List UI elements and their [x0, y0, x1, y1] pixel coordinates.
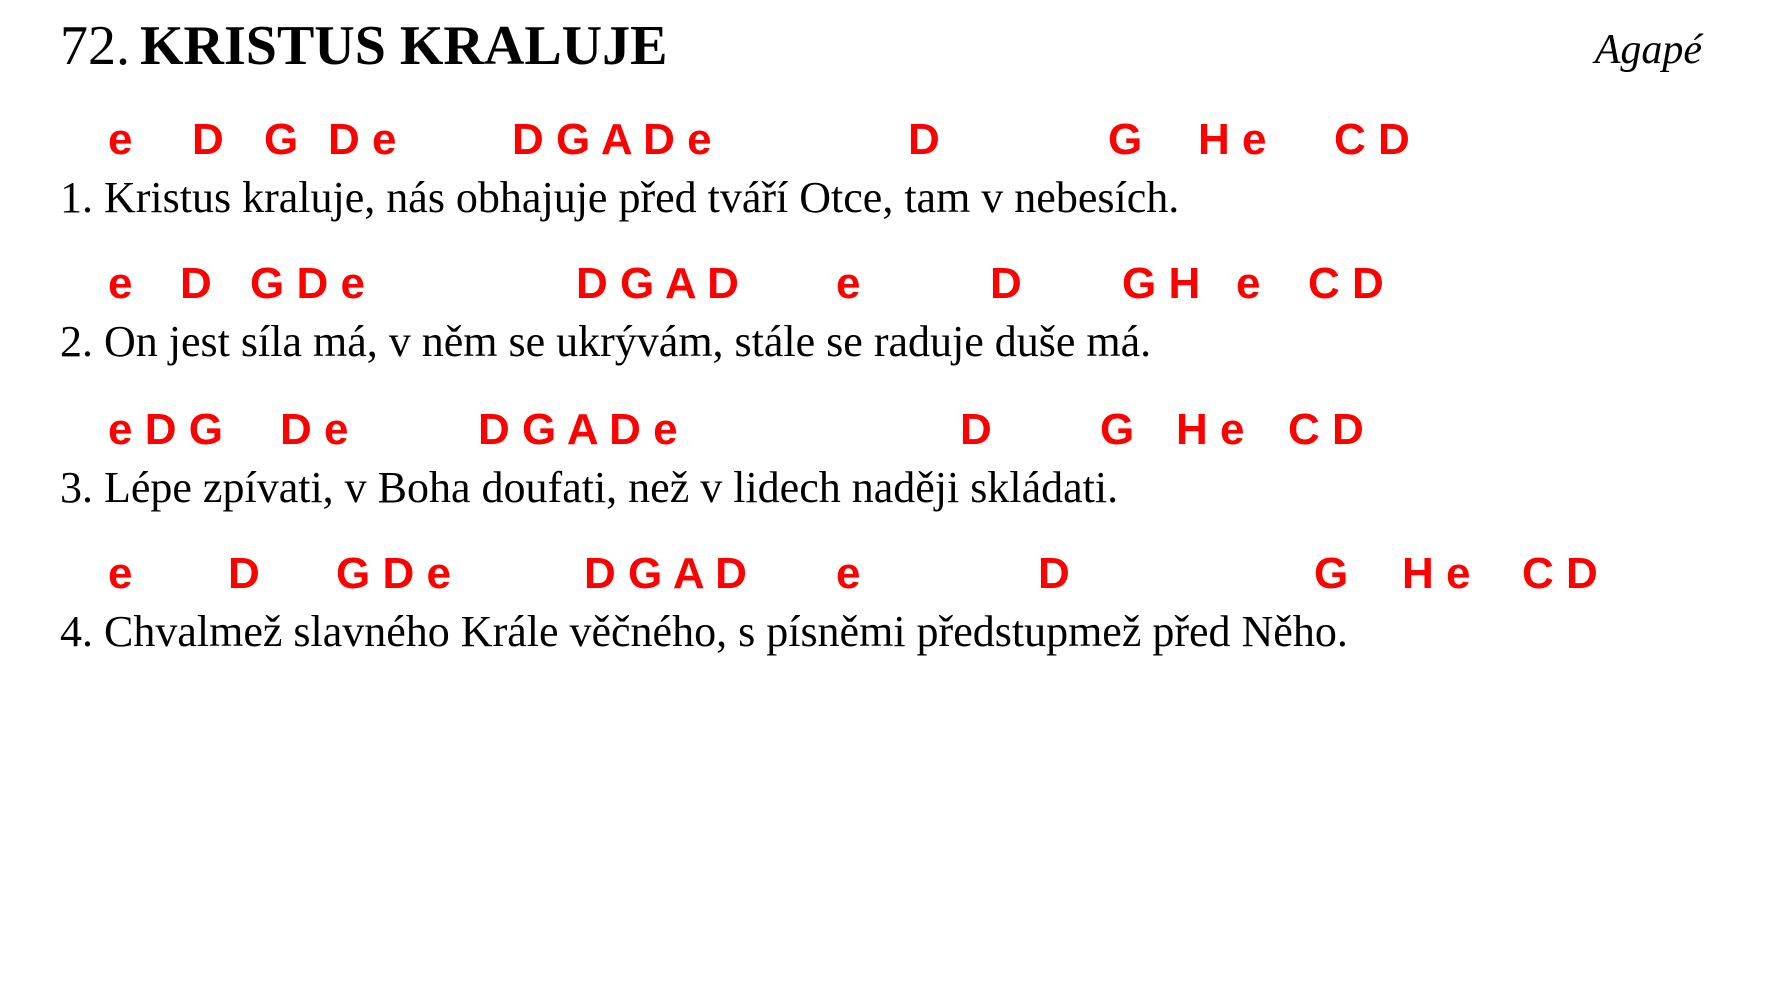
chord: C D	[1522, 549, 1598, 598]
chord: e	[836, 549, 861, 598]
chord: D G A D e	[512, 115, 712, 164]
chord: D	[960, 405, 992, 454]
chord: D G A D	[576, 259, 739, 308]
chord: e	[836, 259, 861, 308]
song-title: KRISTUS KRALUJE	[140, 15, 668, 77]
chord: D	[228, 549, 260, 598]
chord: G	[1100, 405, 1135, 454]
song-author: Agapé	[1594, 27, 1702, 73]
chord: D e	[328, 115, 397, 164]
verse-lyric: 4. Chvalmež slavného Krále věčného, s písněmi předstupmež před Něho.	[60, 607, 1348, 656]
verse-lyric: 1. Kristus kraluje, nás obhajuje před tváří Otce, tam v nebesích.	[60, 173, 1180, 222]
chord: C D	[1288, 405, 1364, 454]
chord: D	[990, 259, 1022, 308]
chord: G	[1108, 115, 1143, 164]
chord: G	[264, 115, 299, 164]
chord: D	[1038, 549, 1070, 598]
chord: e D G	[108, 405, 223, 454]
chord: D G A D e	[478, 405, 678, 454]
verse-lyric: 3. Lépe zpívati, v Boha doufati, než v lidech naději skládati.	[60, 463, 1119, 512]
chord: C D	[1334, 115, 1410, 164]
chord: H e	[1402, 549, 1471, 598]
chord: G H	[1122, 259, 1201, 308]
chord: D	[908, 115, 940, 164]
chord: D	[192, 115, 224, 164]
chord: D e	[280, 405, 349, 454]
verse-lyric: 2. On jest síla má, v něm se ukrývám, stále se raduje duše má.	[60, 317, 1152, 366]
song-number: 72.	[60, 15, 130, 77]
chord: H e	[1176, 405, 1245, 454]
chord: G D e	[336, 549, 451, 598]
chord: G D e	[250, 259, 365, 308]
song-heading	[60, 14, 667, 78]
chord: e	[1236, 259, 1261, 308]
chord: D	[180, 259, 212, 308]
chord: e	[108, 115, 133, 164]
chord: e	[108, 549, 133, 598]
chord: C D	[1308, 259, 1384, 308]
chord: G	[1314, 549, 1349, 598]
chord: H e	[1198, 115, 1267, 164]
chord: e	[108, 259, 133, 308]
chord: D G A D	[584, 549, 747, 598]
